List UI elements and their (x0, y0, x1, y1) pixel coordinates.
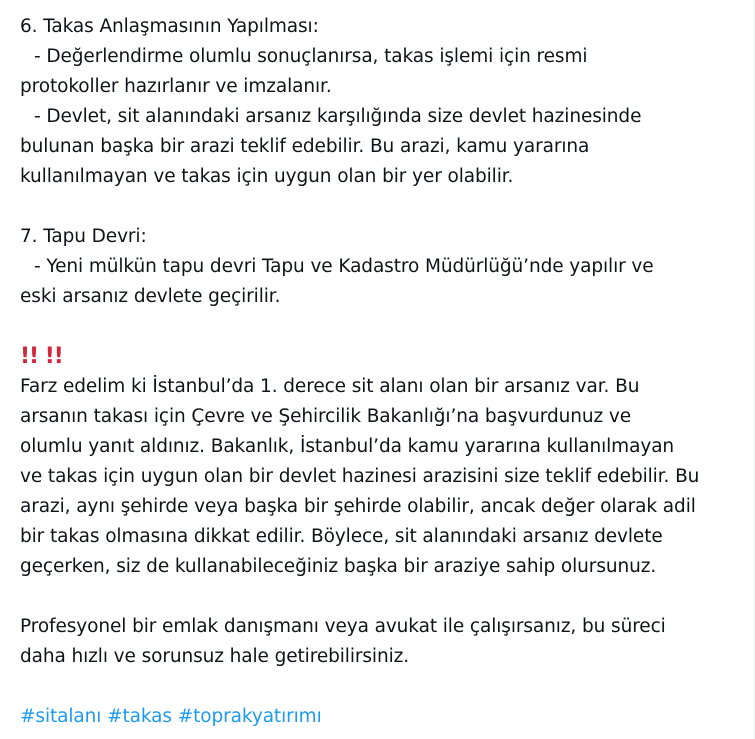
section-6-line: bulunan başka bir arazi teklif edebilir. Bu arazi, kamu yararına (20, 136, 590, 157)
hashtag-sitalani-link[interactable]: #sitalanı (20, 706, 102, 727)
section-7-heading: 7. Tapu Devri: (20, 226, 147, 247)
example-line: ve takas için uygun olan bir devlet hazinesi arazisini size teklif edebilir. Bu (20, 466, 700, 487)
advice-line: daha hızlı ve sorunsuz hale getirebilirsiniz. (20, 646, 410, 667)
advice-line: Profesyonel bir emlak danışmanı veya avukat ile çalışırsanız, bu süreci (20, 616, 666, 637)
paragraph-gap (20, 312, 735, 342)
section-7-line: eski arsanız devlete geçirilir. (20, 286, 281, 307)
paragraph-gap (20, 672, 735, 702)
double-exclamation-icon: !! !! (20, 344, 63, 369)
post-text (20, 12, 735, 732)
paragraph-gap (20, 192, 735, 222)
example-line: olumlu yanıt aldınız. Bakanlık, İstanbul’da kamu yararına kullanılmayan (20, 436, 675, 457)
example-line: bir takas olmasına dikkat edilir. Böylece, sit alanındaki arsanız devlete (20, 526, 663, 547)
section-7-line: - Yeni mülkün tapu devri Tapu ve Kadastro Müdürlüğü’nde yapılır ve (34, 256, 654, 277)
paragraph-gap (20, 582, 735, 612)
hashtag-toprakyatirimi-link[interactable]: #toprakyatırımı (177, 706, 322, 727)
section-6-line: protokoller hazırlanır ve imzalanır. (20, 76, 332, 97)
section-6-heading: 6. Takas Anlaşmasının Yapılması: (20, 16, 319, 37)
section-6-line: - Değerlendirme olumlu sonuçlanırsa, takas işlemi için resmi (34, 46, 588, 67)
example-line: arsanın takası için Çevre ve Şehircilik Bakanlığı’na başvurdunuz ve (20, 406, 631, 427)
section-6-line: - Devlet, sit alanındaki arsanız karşılığında size devlet hazinesinde (34, 106, 642, 127)
example-line: geçerken, siz de kullanabileceğiniz başka bir araziye sahip olursunuz. (20, 556, 657, 577)
hashtag-list (20, 702, 735, 732)
example-line: arazi, aynı şehirde veya başka bir şehirde olabilir, ancak değer olarak adil (20, 496, 696, 517)
example-line: Farz edelim ki İstanbul’da 1. derece sit alanı olan bir arsanız var. Bu (20, 376, 640, 397)
hashtag-takas-link[interactable]: #takas (107, 706, 172, 727)
section-6-line: kullanılmayan ve takas için uygun olan bir yer olabilir. (20, 166, 514, 187)
